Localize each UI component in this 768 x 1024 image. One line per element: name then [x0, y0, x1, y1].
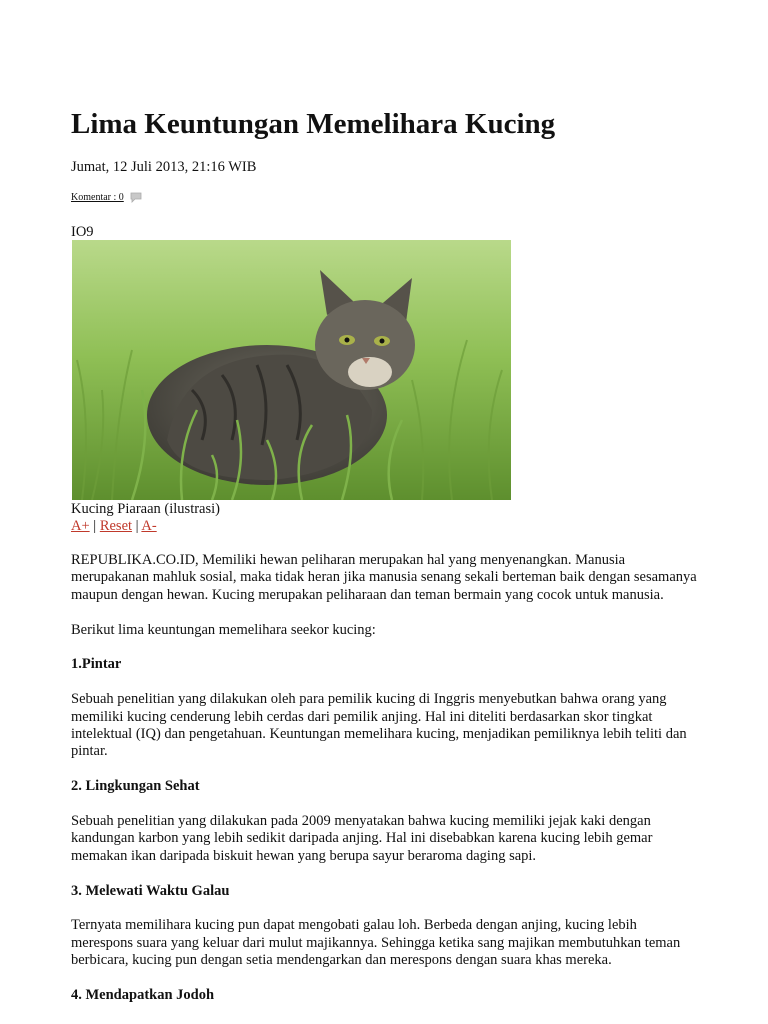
comments-link[interactable]: Komentar : 0	[71, 192, 124, 203]
section-heading: 2. Lingkungan Sehat	[71, 778, 200, 795]
section-paragraph: Sebuah penelitian yang dilakukan oleh para pemilik kucing di Inggris menyebutkan bahwa orang yang memiliki kucing cenderung lebih cerdas dari pemilik anjing. Hal ini diteliti berdasarkan skor tingkat intelektual (IQ) dan pengetahuan. Keuntungan memelihara kucing, menjadikan pemiliknya lebih teliti dan pintar.	[71, 691, 687, 760]
separator: |	[135, 518, 139, 534]
font-increase-link[interactable]: A+	[71, 518, 90, 534]
section-paragraph: Sebuah penelitian yang dilakukan pada 2009 menyatakan bahwa kucing memiliki jejak kaki dengan kandungan karbon yang lebih sedikit daripada anjing. Hal ini disebabkan karena kucing lebih gemar memakan ikan daripada biskuit hewan yang berupa sayur beraroma daging sapi.	[71, 813, 653, 864]
section-heading: 3. Melewati Waktu Galau	[71, 882, 230, 899]
article-title: Lima Keuntungan Memelihara Kucing	[71, 108, 556, 140]
section-heading: 1.Pintar	[71, 656, 122, 673]
lead-paragraph: Berikut lima keuntungan memelihara seekor kucing:	[71, 621, 376, 638]
article-date: Jumat, 12 Juli 2013, 21:16 WIB	[71, 159, 257, 175]
image-caption: Kucing Piaraan (ilustrasi)	[71, 501, 220, 517]
intro-paragraph: REPUBLIKA.CO.ID, Memiliki hewan peliharan merupakan hal yang menyenangkan. Manusia merupakanan mahluk sosial, maka tidak heran jika manusia senang sekali berteman baik dengan sesamanya maupun dengan hewan. Kucing merupakan peliharaan dan teman bermain yang cocok untuk manusia.	[71, 552, 697, 603]
speech-bubble-icon[interactable]	[130, 192, 142, 208]
cat-photo	[72, 240, 511, 500]
section-heading: 4. Mendapatkan Jodoh	[71, 987, 215, 1004]
article-body	[71, 552, 701, 1022]
font-decrease-link[interactable]: A-	[141, 518, 157, 534]
article-source: IO9	[71, 224, 94, 240]
comments-link-row	[71, 191, 142, 208]
section-paragraph: Ternyata memilihara kucing pun dapat mengobati galau loh. Berbeda dengan anjing, kucing lebih merespons suara yang keluar dari mulut majikannya. Sehingga ketika sang majikan membutuhkan teman berbicara, kucing pun dengan setia mendengarkan dan merespons dengan suara khas mereka.	[71, 917, 681, 969]
font-size-controls	[71, 517, 157, 535]
separator: |	[93, 518, 97, 534]
font-reset-link[interactable]: Reset	[99, 518, 133, 534]
